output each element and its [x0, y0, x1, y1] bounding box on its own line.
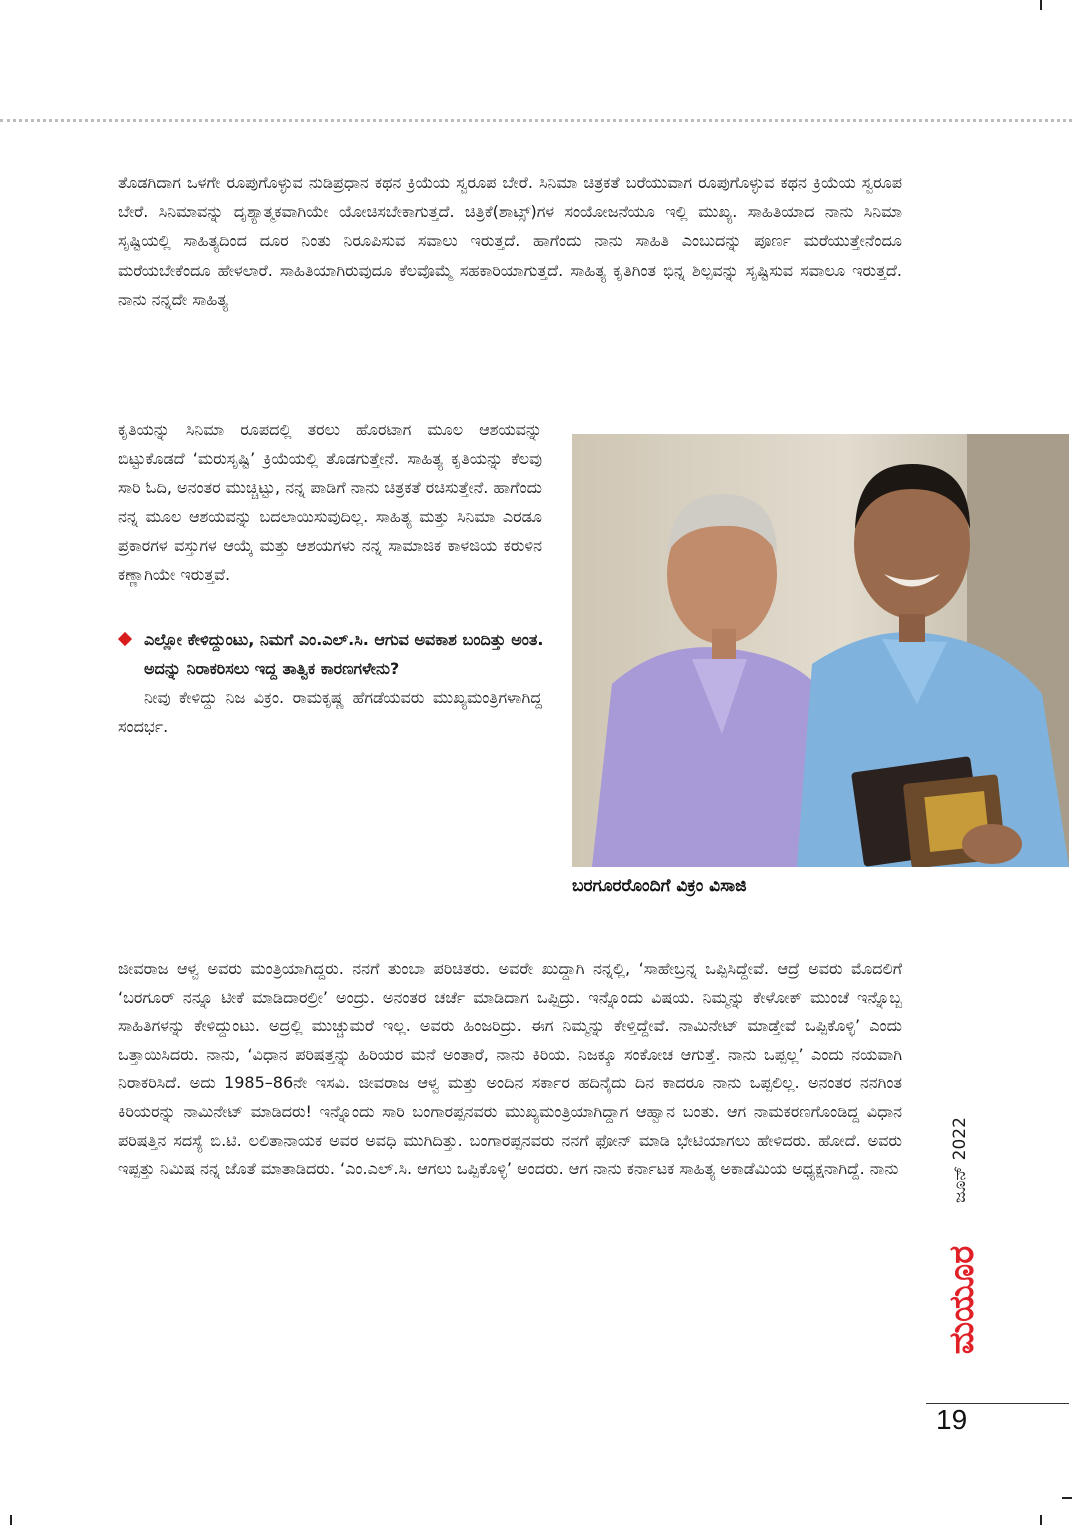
two-men-photo-illustration — [572, 434, 1069, 867]
interview-question — [118, 625, 544, 683]
page-number: 19 — [936, 1404, 968, 1435]
header-dotted-rule — [0, 119, 1072, 122]
answer-continuation — [118, 955, 902, 1184]
article-photo — [572, 434, 1069, 867]
red-diamond-bullet-icon — [118, 632, 132, 646]
column-text — [118, 415, 542, 741]
intro-paragraph-text: ತೊಡಗಿದಾಗ ಒಳಗೇ ರೂಪುಗೊಳ್ಳುವ ನುಡಿಪ್ರಧಾನ ಕಥನ ಕ್ರಿಯೆಯ ಸ್ವರೂಪ ಬೇರೆ. ಸಿನಿಮಾ ಚಿತ್ರಕತೆ ಬರೆಯುವಾಗ ರೂಪುಗೊಳ್ಳುವ ಕಥನ ಕ್ರಿಯೆಯ ಸ್ವರೂಪ ಬೇರೆ. ಸಿನಿಮಾವನ್ನು ದೃಶ್ಯಾತ್ಮಕವಾಗಿಯೇ ಯೋಚಿಸಬೇಕಾಗುತ್ತದೆ. ಚಿತ್ರಿಕೆ(ಶಾಟ್ಸ್)ಗಳ ಸಂಯೋಜನೆಯೂ ಇಲ್ಲಿ ಮುಖ್ಯ. ಸಾಹಿತಿಯಾದ ನಾನು ಸಿನಿಮಾ ಸೃಷ್ಟಿಯಲ್ಲಿ ಸಾಹಿತ್ಯದಿಂದ ದೂರ ನಿಂತು ನಿರೂಪಿಸುವ ಸವಾಲು ಇರುತ್ತದೆ. ಹಾಗೆಂದು ನಾನು ಸಾಹಿತಿ ಎಂಬುದನ್ನು ಪೂರ್ಣ ಮರೆಯುತ್ತೇನೆಂದೂ ಮರೆಯಬೇಕೆಂದೂ ಹೇಳಲಾರೆ. ಸಾಹಿತಿಯಾಗಿರುವುದೂ ಕೆಲವೊಮ್ಮೆ ಸಹಕಾರಿಯಾಗುತ್ತದೆ. ಸಾಹಿತ್ಯ ಕೃತಿಗಿಂತ ಭಿನ್ನ ಶಿಲ್ಪವನ್ನು ಸೃಷ್ಟಿಸುವ ಸವಾಲೂ ಇರುತ್ತದೆ. ನಾನು ನನ್ನದೇ ಸಾಹಿತ್ಯ — [118, 173, 902, 309]
crop-mark-bottom-left — [10, 1515, 12, 1525]
crop-mark-top-right — [1040, 0, 1042, 10]
magazine-logo: ಮಯೂರ — [942, 1245, 982, 1355]
answer-rest: ಜೀವರಾಜ ಆಳ್ವ ಅವರು ಮಂತ್ರಿಯಾಗಿದ್ದರು. ನನಗೆ ತುಂಬಾ ಪರಿಚಿತರು. ಅವರೇ ಖುದ್ದಾಗಿ ನನ್ನಲ್ಲಿ, ‘ಸಾಹೇಬ್ರನ್ನ ಒಪ್ಪಿಸಿದ್ದೇವೆ. ಆದ್ರೆ ಅವರು ಮೊದಲಿಗೆ ‘ಬರಗೂರ್ ನನ್ನೂ ಟೀಕೆ ಮಾಡಿದಾರಲ್ರೀ’ ಅಂದ್ರು. ಅನಂತರ ಚರ್ಚೆ ಮಾಡಿದಾಗ ಒಪ್ಪಿದ್ರು. ಇನ್ನೊಂದು ವಿಷಯ. ನಿಮ್ಮನ್ನು ಕೇಳೋಕ್ ಮುಂಚೆ ಇನ್ನೊಬ್ಬ ಸಾಹಿತಿಗಳನ್ನು ಕೇಳಿದ್ದುಂಟು. ಅದ್ರಲ್ಲಿ ಮುಚ್ಚುಮರೆ ಇಲ್ಲ. ಅವರು ಹಿಂಜರಿದ್ರು. ಈಗ ನಿಮ್ಮನ್ನು ಕೇಳ್ತಿದ್ದೇವೆ. ನಾಮಿನೇಟ್ ಮಾಡ್ತೇವೆ ಒಪ್ಪಿಕೊಳ್ಳಿ’ ಎಂದು ಒತ್ತಾಯಿಸಿದರು. ನಾನು, ‘ವಿಧಾನ ಪರಿಷತ್ತನ್ನು ಹಿರಿಯರ ಮನೆ ಅಂತಾರೆ, ನಾನು ಕಿರಿಯ. ನಿಜಕ್ಕೂ ಸಂಕೋಚ ಆಗುತ್ತೆ. ನಾನು ಒಪ್ಪಲ್ಲ’ ಎಂದು ನಯವಾಗಿ ನಿರಾಕರಿಸಿದೆ. ಅದು 1985–86ನೇ ಇಸವಿ. ಜೀವರಾಜ ಆಳ್ವ ಮತ್ತು ಅಂದಿನ ಸರ್ಕಾರ ಹದಿನೈದು ದಿನ ಕಾದರೂ ನಾನು ಒಪ್ಪಲಿಲ್ಲ. ಅನಂತರ ನನಗಿಂತ ಕಿರಿಯರನ್ನು ನಾಮಿನೇಟ್ ಮಾಡಿದರು! ಇನ್ನೊಂದು ಸಾರಿ ಬಂಗಾರಪ್ಪನವರು ಮುಖ್ಯಮಂತ್ರಿಯಾಗಿದ್ದಾಗ ಆಹ್ವಾನ ಬಂತು. ಆಗ ನಾಮಕರಣಗೊಂಡಿದ್ದ ವಿಧಾನ ಪರಿಷತ್ತಿನ ಸದಸ್ಯೆ ಬಿ.ಟಿ. ಲಲಿತಾನಾಯಕ ಅವರ ಅವಧಿ ಮುಗಿದಿತ್ತು. ಬಂಗಾರಪ್ಪನವರು ನನಗೆ ಫೋನ್ ಮಾಡಿ ಭೇಟಿಯಾಗಲು ಹೇಳಿದರು. ಹೋದೆ. ಅವರು ಇಪ್ಪತ್ತು ನಿಮಿಷ ನನ್ನ ಜೊತೆ ಮಾತಾಡಿದರು. ‘ಎಂ.ಎಲ್.ಸಿ. ಆಗಲು ಒಪ್ಪಿಕೊಳ್ಳಿ’ ಅಂದರು. ಆಗ ನಾನು ಕರ್ನಾಟಕ ಸಾಹಿತ್ಯ ಅಕಾಡೆಮಿಯ ಅಧ್ಯಕ್ಷನಾಗಿದ್ದೆ. ನಾನು — [118, 959, 902, 1179]
photo-caption: ಬರಗೂರರೊಂದಿಗೆ ವಿಕ್ರಂ ವಿಸಾಜಿ — [572, 876, 747, 896]
crop-mark-right — [1062, 1497, 1072, 1499]
crop-mark-bottom-right — [1040, 1515, 1042, 1525]
answer-start: ನೀವು ಕೇಳಿದ್ದು ನಿಜ ವಿಕ್ರಂ. ರಾಮಕೃಷ್ಣ ಹೆಗಡೆಯವರು ಮುಖ್ಯಮಂತ್ರಿಗಳಾಗಿದ್ದ ಸಂದರ್ಭ. — [118, 688, 542, 736]
issue-date: ಜೂನ್ 2022 — [950, 1117, 970, 1203]
intro-paragraph — [118, 168, 902, 314]
column-paragraph: ಕೃತಿಯನ್ನು ಸಿನಿಮಾ ರೂಪದಲ್ಲಿ ತರಲು ಹೊರಟಾಗ ಮೂಲ ಆಶಯವನ್ನು ಬಿಟ್ಟುಕೊಡದೆ ‘ಮರುಸೃಷ್ಟಿ’ ಕ್ರಿಯೆಯಲ್ಲಿ ತೊಡಗುತ್ತೇನೆ. ಸಾಹಿತ್ಯ ಕೃತಿಯನ್ನು ಕೆಲವು ಸಾರಿ ಓದಿ, ಅನಂತರ ಮುಚ್ಚಿಟ್ಟು, ನನ್ನ ಪಾಡಿಗೆ ನಾನು ಚಿತ್ರಕತೆ ರಚಿಸುತ್ತೇನೆ. ಹಾಗೆಂದು ನನ್ನ ಮೂಲ ಆಶಯವನ್ನು ಬದಲಾಯಿಸುವುದಿಲ್ಲ. ಸಾಹಿತ್ಯ ಮತ್ತು ಸಿನಿಮಾ ಎರಡೂ ಪ್ರಕಾರಗಳ ವಸ್ತುಗಳ ಆಯ್ಕೆ ಮತ್ತು ಆಶಯಗಳು ನನ್ನ ಸಾಮಾಜಿಕ ಕಾಳಜಿಯ ಕರುಳಿನ ಕಣ್ಣಾಗಿಯೇ ಇರುತ್ತವೆ. — [118, 420, 542, 584]
question-text: ಎಲ್ಲೋ ಕೇಳಿದ್ದುಂಟು, ನಿಮಗೆ ಎಂ.ಎಲ್.ಸಿ. ಆಗುವ ಅವಕಾಶ ಬಂದಿತ್ತು ಅಂತ. ಅದನ್ನು ನಿರಾಕರಿಸಲು ಇದ್ದ ತಾತ್ವಿಕ ಕಾರಣಗಳೇನು? — [144, 630, 544, 678]
